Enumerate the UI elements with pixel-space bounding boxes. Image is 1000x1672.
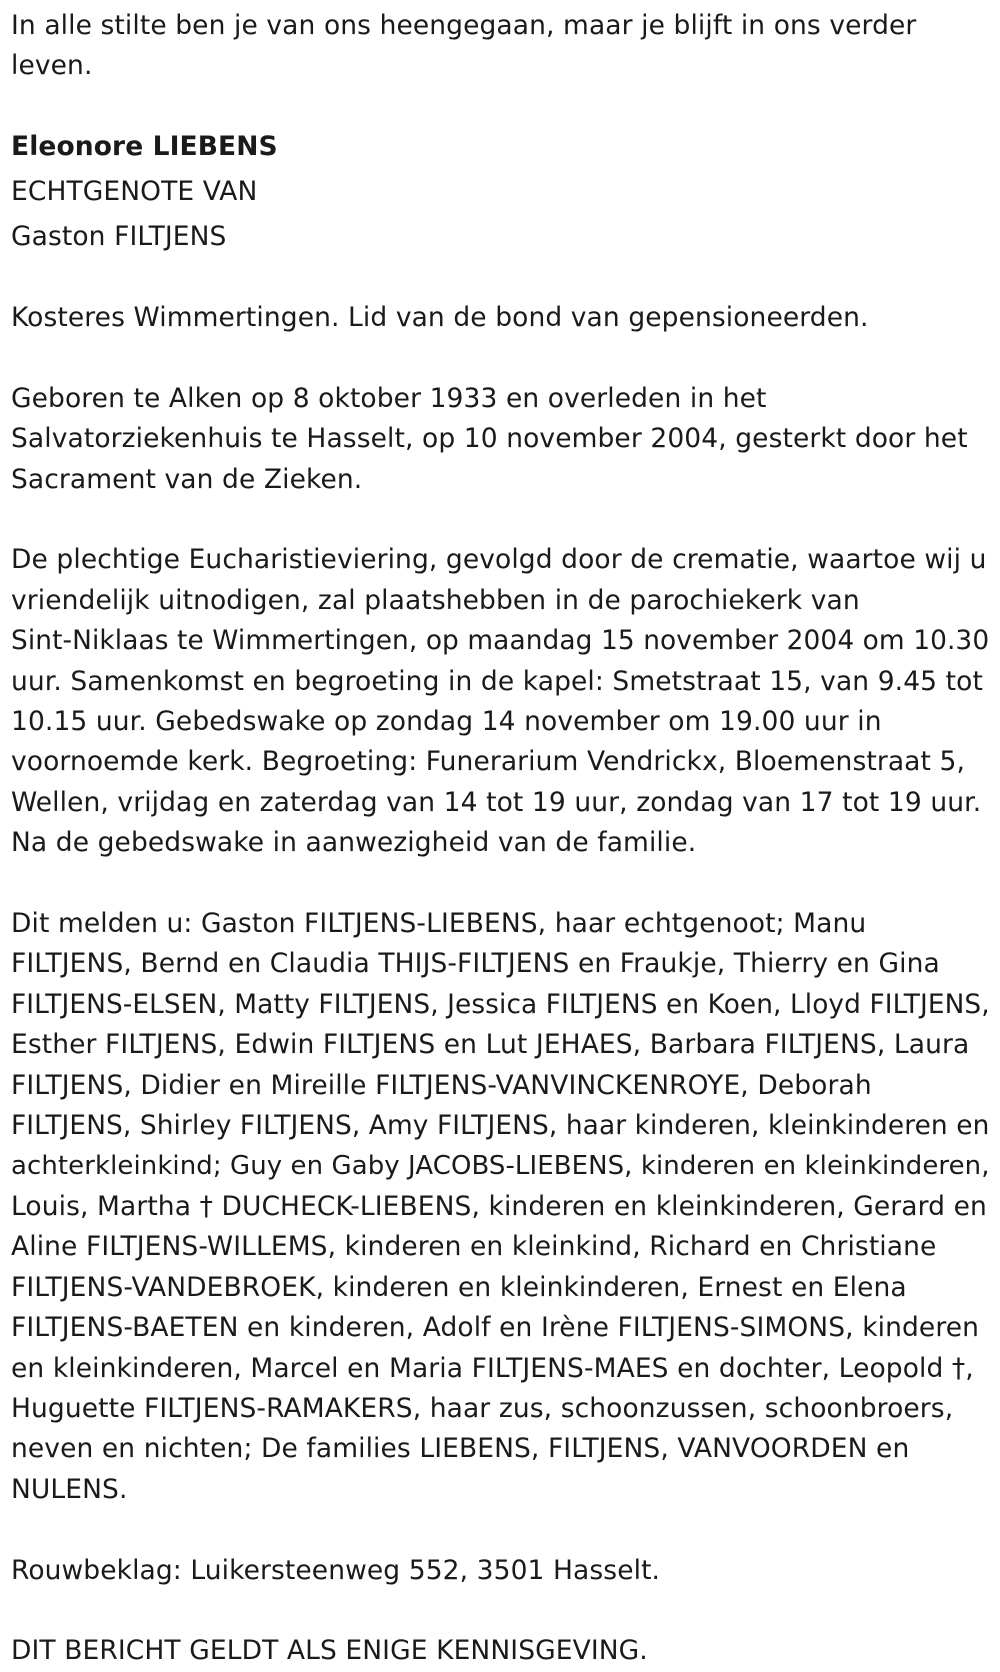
ceremony-paragraph <box>11 540 990 863</box>
ceremony-line: Sint-Niklaas te Wimmertingen, op maandag 15 november 2004 om 10.30 <box>11 626 990 657</box>
ceremony-line: uur. Samenkomst en begroeting in de kapel: Smetstraat 15, van 9.45 tot <box>11 665 983 697</box>
family-line: Huguette FILTJENS-RAMAKERS, haar zus, schoonzussen, schoonbroers, <box>11 1392 954 1424</box>
birth-death-line: Salvatorziekenhuis te Hasselt, op 10 november 2004, gesterkt door het <box>11 423 968 455</box>
birth-death-line: Geboren te Alken op 8 oktober 1933 en overleden in het <box>11 382 767 414</box>
family-line: FILTJENS-BAETEN en kinderen, Adolf en Irène FILTJENS-SIMONS, kinderen <box>11 1312 980 1344</box>
family-paragraph <box>11 904 990 1510</box>
ceremony-line: 10.15 uur. Gebedswake op zondag 14 november om 19.00 uur in <box>11 706 882 738</box>
occupation-line: Kosteres Wimmertingen. Lid van de bond van gepensioneerden. <box>11 302 869 333</box>
ceremony-line: vriendelijk uitnodigen, zal plaatshebben in de parochiekerk van <box>11 584 860 616</box>
notice-text: DIT BERICHT GELDT ALS ENIGE KENNISGEVING. <box>11 1635 648 1667</box>
family-line: en kleinkinderen, Marcel en Maria FILTJENS-MAES en dochter, Leopold †, <box>11 1352 974 1384</box>
notice-paragraph <box>11 1631 990 1671</box>
family-line: Esther FILTJENS, Edwin FILTJENS en Lut JEHAES, Barbara FILTJENS, Laura <box>11 1029 970 1061</box>
deceased-spouse: Gaston FILTJENS <box>11 221 227 253</box>
deceased-relation: ECHTGENOTE VAN <box>11 176 258 208</box>
intro-line: In alle stilte ben je van ons heengegaan, maar je blijft in ons verder <box>11 10 917 41</box>
deceased-block <box>11 127 990 257</box>
ceremony-line: Na de gebedswake in aanwezigheid van de familie. <box>11 827 697 859</box>
ceremony-line: De plechtige Eucharistieviering, gevolgd door de crematie, waartoe wij u <box>11 544 987 576</box>
occupation-paragraph <box>11 298 990 338</box>
family-line: Aline FILTJENS-WILLEMS, kinderen en kleinkind, Richard en Christiane <box>11 1231 937 1263</box>
condolences-address: Rouwbeklag: Luikersteenweg 552, 3501 Hasselt. <box>11 1554 661 1586</box>
ceremony-line: Wellen, vrijdag en zaterdag van 14 tot 19 uur, zondag van 17 tot 19 uur. <box>11 786 982 818</box>
intro-line: leven. <box>11 50 93 82</box>
family-line: FILTJENS, Shirley FILTJENS, Amy FILTJENS, haar kinderen, kleinkinderen en <box>11 1110 990 1142</box>
birth-death-line: Sacrament van de Zieken. <box>11 463 363 495</box>
ceremony-line: voornoemde kerk. Begroeting: Funerarium Vendrickx, Bloemenstraat 5, <box>11 746 966 778</box>
intro-paragraph <box>11 6 990 87</box>
family-line: Louis, Martha † DUCHECK-LIEBENS, kinderen en kleinkinderen, Gerard en <box>11 1190 987 1222</box>
family-line: FILTJENS-VANDEBROEK, kinderen en kleinkinderen, Ernest en Elena <box>11 1271 907 1303</box>
family-line: FILTJENS, Bernd en Claudia THIJS-FILTJENS en Fraukje, Thierry en Gina <box>11 948 940 980</box>
family-line: FILTJENS, Didier en Mireille FILTJENS-VANVINCKENROYE, Deborah <box>11 1069 872 1101</box>
birth-death-paragraph <box>11 379 990 500</box>
family-line: FILTJENS-ELSEN, Matty FILTJENS, Jessica FILTJENS en Koen, Lloyd FILTJENS, <box>11 989 990 1020</box>
condolences-paragraph <box>11 1551 990 1591</box>
family-line: Dit melden u: Gaston FILTJENS-LIEBENS, haar echtgenoot; Manu <box>11 908 867 940</box>
family-line: NULENS. <box>11 1473 128 1505</box>
family-line: neven en nichten; De families LIEBENS, FILTJENS, VANVOORDEN en <box>11 1433 910 1465</box>
family-line: achterkleinkind; Guy en Gaby JACOBS-LIEBENS, kinderen en kleinkinderen, <box>11 1151 990 1182</box>
deceased-name: Eleonore LIEBENS <box>11 131 278 163</box>
